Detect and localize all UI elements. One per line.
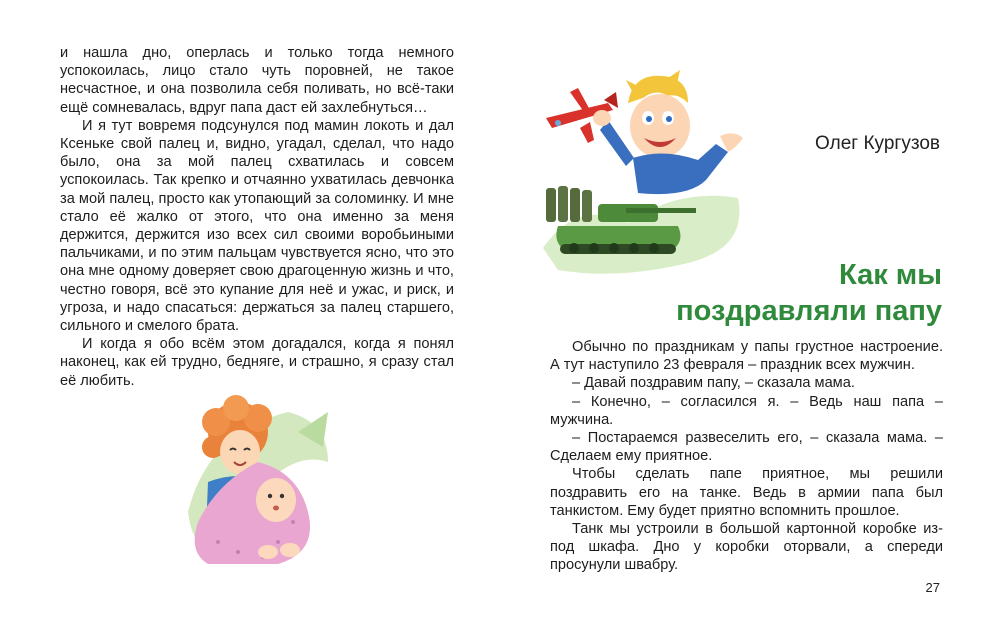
paragraph: И я тут вовремя подсунулся под мамин локоть и дал Ксеньке свой палец и, видно, угадал, сделал, что надо было, она за мой палец схватилась и совсем успокоилась. Так крепко и отчаянно ухватилась девчонка за мой палец, просто как утопающий за соломинку. И мне стало её жалко от этого, что она именно за меня держится, держится изо всех сил своими воробьиными пальчиками, и по этим пальцам чувствуется ясно, что это она мне одному доверяет свою драгоценную жизнь и что, честно говоря, всё это купание для неё и ужас, и риск, и угроза, и надо спасаться: держаться за палец старшего, сильного и смелого брата.: [60, 117, 454, 335]
story-title-line: Как мы: [839, 259, 942, 291]
paragraph: – Постараемся развеселить его, – сказала мама. – Сделаем ему приятное.: [550, 430, 943, 465]
story-title: [676, 257, 942, 329]
paragraph: Обычно по праздникам у папы грустное настроение. А тут наступило 23 февраля – праздник всех мужчин.: [550, 339, 943, 374]
paragraph: – Давай поздравим папу, – сказала мама.: [572, 375, 855, 392]
boy-with-toy-plane-and-tank-illustration: [538, 48, 753, 280]
author-name: Олег Кургузов: [815, 133, 940, 154]
left-page-text: [60, 44, 454, 390]
paragraph: Чтобы сделать папе приятное, мы решили поздравить его на танке. Ведь в армии папа был танкистом. Ему будет приятно вспомнить прошлое.: [550, 466, 943, 519]
page-number: 27: [925, 580, 940, 595]
paragraph: – Конечно, – согласился я. – Ведь наш папа – мужчина.: [550, 393, 943, 428]
right-page-text: [550, 338, 943, 575]
paragraph: И когда я обо всём этом догадался, когда я понял наконец, как ей трудно, бедняге, и страшно, я сразу стал её любить.: [60, 336, 454, 389]
girl-holding-baby-illustration: [178, 392, 333, 570]
paragraph: Танк мы устроили в большой картонной коробке из-под шкафа. Дно у коробки оторвали, а спереди просунули швабру.: [550, 521, 943, 574]
story-title-line: поздравляли папу: [676, 295, 942, 327]
paragraph: и нашла дно, оперлась и только тогда немного успокоилась, лицо стало чуть поровней, не такое несчастное, и она позволила себя поливать, но всё-таки ещё сомневалась, вдруг папа даст ей захлебнуться…: [60, 45, 454, 116]
